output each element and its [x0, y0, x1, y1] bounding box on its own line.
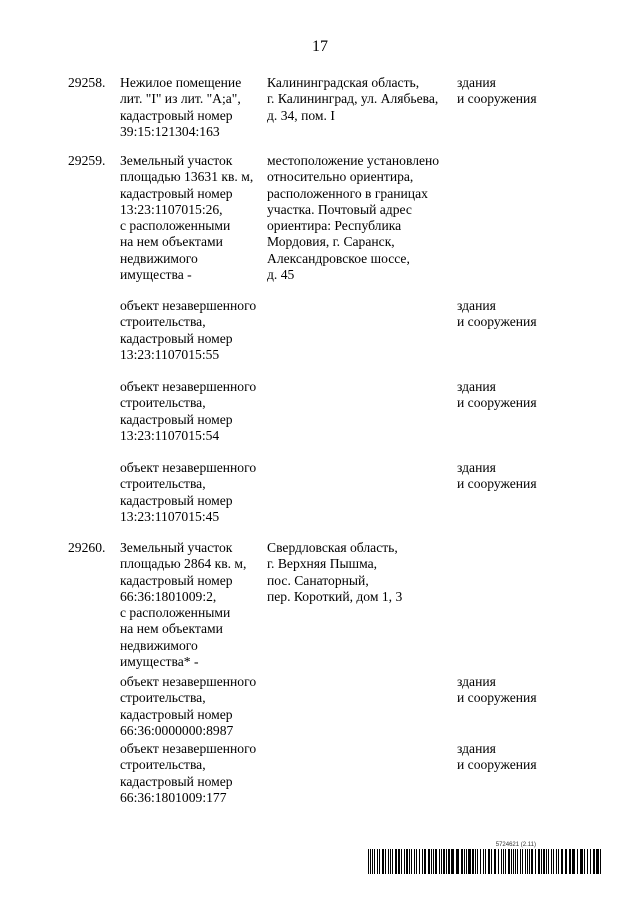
barcode-bar	[520, 849, 521, 874]
barcode-bar	[529, 849, 530, 874]
barcode-bar	[531, 849, 533, 874]
object-description-line: с расположенными	[120, 605, 231, 621]
object-category-line: здания	[457, 460, 496, 475]
barcode-bar	[596, 849, 599, 874]
object-description	[120, 379, 266, 444]
object-description-line: на нем объектами	[120, 234, 223, 250]
barcode-bar	[587, 849, 588, 874]
barcode-caption: 5724621 (2.11)	[495, 842, 536, 848]
barcode-bar	[428, 849, 430, 874]
object-category	[457, 75, 587, 108]
object-description-line: строительства,	[120, 690, 206, 706]
barcode-bar	[541, 849, 542, 874]
barcode-bar	[538, 849, 540, 874]
barcode-bar	[553, 849, 554, 874]
object-description-line: площадью 2864 кв. м,	[120, 556, 247, 572]
object-category	[457, 298, 587, 331]
barcode-bar	[395, 849, 397, 874]
object-description-line: кадастровый номер	[120, 185, 233, 201]
barcode-bar	[461, 849, 463, 874]
object-address	[267, 540, 452, 605]
barcode-bar	[456, 849, 459, 874]
object-description-line: 13:23:1107015:55	[120, 346, 220, 362]
object-category-line: здания	[457, 674, 496, 689]
object-description-line: 66:36:1801009:2,	[120, 588, 217, 604]
object-description-line: строительства,	[120, 314, 206, 330]
barcode-bar	[522, 849, 523, 874]
object-description-line: кадастровый номер	[120, 773, 233, 789]
object-description	[120, 460, 266, 525]
object-address-line: пер. Короткий, дом 1, 3	[267, 588, 403, 604]
object-description	[120, 741, 266, 806]
object-category-line: здания	[457, 379, 496, 394]
barcode-bar	[419, 849, 420, 874]
barcode-bar	[377, 849, 378, 874]
object-description	[120, 75, 266, 140]
object-description-line: объект незавершенного	[120, 460, 257, 475]
object-description-line: с расположенными	[120, 218, 231, 234]
barcode-bar	[503, 849, 504, 874]
object-address-line: Александровское шоссе,	[267, 250, 410, 266]
object-description-line: объект незавершенного	[120, 741, 257, 756]
barcode-bar	[498, 849, 499, 874]
object-category-line: и сооружения	[457, 395, 537, 411]
object-category	[457, 379, 587, 412]
object-address	[267, 153, 452, 283]
barcode-bar	[448, 849, 450, 874]
barcode-bar	[546, 849, 547, 874]
object-description-line: площадью 13631 кв. м,	[120, 169, 254, 185]
object-address-line: г. Калининград, ул. Алябьева,	[267, 91, 439, 107]
object-description-line: кадастровый номер	[120, 411, 233, 427]
object-description-line: 39:15:121304:163	[120, 123, 220, 139]
barcode-bar	[488, 849, 490, 874]
object-description-line: объект незавершенного	[120, 379, 257, 394]
object-category-line: и сооружения	[457, 690, 537, 706]
barcode-bar	[584, 849, 585, 874]
object-address	[267, 75, 452, 124]
object-category-line: и сооружения	[457, 757, 537, 773]
barcode-bar	[483, 849, 484, 874]
object-description-line: кадастровый номер	[120, 330, 233, 346]
barcode-bar	[414, 849, 415, 874]
entry-number: 29259.	[68, 153, 106, 168]
object-description-line: строительства,	[120, 476, 206, 492]
barcode-bar	[600, 849, 601, 874]
barcode-bar	[517, 849, 518, 874]
barcode-bar	[561, 849, 563, 874]
object-address-line: Мордовия, г. Саранск,	[267, 234, 395, 250]
barcode-bar	[416, 849, 417, 874]
barcode-bar	[466, 849, 467, 874]
barcode-bar	[368, 849, 369, 874]
barcode-bar	[494, 849, 496, 874]
barcode-bar	[392, 849, 393, 874]
page-number: 17	[312, 38, 328, 55]
barcode-bar	[468, 849, 471, 874]
barcode-bar	[548, 849, 549, 874]
object-address-line: Свердловская область,	[267, 540, 398, 555]
object-description	[120, 674, 266, 739]
barcode-bar	[398, 849, 400, 874]
object-category-line: и сооружения	[457, 314, 537, 330]
barcode-bar	[409, 849, 410, 874]
barcode-bar	[446, 849, 447, 874]
barcode-bar	[590, 849, 591, 874]
barcode-bar	[433, 849, 434, 874]
object-description-line: строительства,	[120, 395, 206, 411]
object-description-line: кадастровый номер	[120, 572, 233, 588]
object-address-line: расположенного в границах	[267, 185, 428, 201]
barcode-bar	[480, 849, 481, 874]
barcode-bar	[472, 849, 474, 874]
object-description-line: на нем объектами	[120, 621, 223, 637]
barcode-bar	[390, 849, 391, 874]
object-address-line: пос. Санаторный,	[267, 572, 369, 588]
object-description-line: кадастровый номер	[120, 492, 233, 508]
barcode	[368, 849, 602, 874]
barcode-bar	[485, 849, 486, 874]
barcode-bar	[558, 849, 559, 874]
barcode-bar	[374, 849, 375, 874]
barcode-bar	[551, 849, 552, 874]
barcode-bar	[464, 849, 465, 874]
object-description-line: 66:36:0000000:8987	[120, 722, 234, 738]
object-description-line: недвижимого	[120, 637, 198, 653]
object-description-line: 13:23:1107015:54	[120, 427, 220, 443]
barcode-bar	[370, 849, 371, 874]
object-description-line: Земельный участок	[120, 540, 233, 555]
object-description-line: Земельный участок	[120, 153, 233, 168]
barcode-bar	[491, 849, 492, 874]
object-category	[457, 741, 587, 774]
object-description-line: 13:23:1107015:26,	[120, 201, 223, 217]
barcode-bar	[475, 849, 476, 874]
barcode-bar	[580, 849, 583, 874]
object-description-line: имущества* -	[120, 654, 199, 670]
barcode-bar	[372, 849, 373, 874]
object-address-line: Калининградская область,	[267, 75, 420, 90]
barcode-bar	[535, 849, 536, 874]
barcode-bar	[525, 849, 526, 874]
object-category	[457, 674, 587, 707]
object-description	[120, 298, 266, 363]
barcode-bar	[431, 849, 432, 874]
barcode-bar	[422, 849, 423, 874]
barcode-bar	[515, 849, 516, 874]
barcode-bar	[401, 849, 402, 874]
object-description-line: 66:36:1801009:177	[120, 789, 227, 805]
object-category-line: здания	[457, 75, 496, 90]
object-category-line: здания	[457, 298, 496, 313]
object-description-line: Нежилое помещение	[120, 75, 242, 90]
barcode-bar	[556, 849, 557, 874]
barcode-bar	[382, 849, 384, 874]
barcode-bar	[569, 849, 571, 874]
object-address-line: относительно ориентира,	[267, 169, 414, 185]
object-description-line: лит. "I" из лит. "А;а",	[120, 91, 241, 107]
barcode-bar	[439, 849, 440, 874]
object-description-line: 13:23:1107015:45	[120, 508, 220, 524]
barcode-bar	[501, 849, 502, 874]
entry-number: 29260.	[68, 540, 106, 555]
barcode-bar	[527, 849, 528, 874]
object-description	[120, 153, 266, 283]
barcode-bar	[508, 849, 510, 874]
barcode-bar	[513, 849, 514, 874]
object-category-line: и сооружения	[457, 91, 537, 107]
barcode-bar	[593, 849, 595, 874]
barcode-bar	[577, 849, 578, 874]
barcode-bar	[477, 849, 478, 874]
barcode-bar	[379, 849, 380, 874]
object-address-line: д. 45	[267, 267, 295, 283]
object-description-line: кадастровый номер	[120, 107, 233, 123]
barcode-bar	[565, 849, 567, 874]
barcode-bar	[424, 849, 426, 874]
barcode-bar	[388, 849, 389, 874]
object-address-line: участка. Почтовый адрес	[267, 201, 412, 217]
barcode-bar	[572, 849, 575, 874]
object-description-line: имущества -	[120, 267, 192, 283]
barcode-bar	[404, 849, 405, 874]
object-description-line: кадастровый номер	[120, 706, 233, 722]
object-description-line: строительства,	[120, 757, 206, 773]
object-address-line: д. 34, пом. I	[267, 107, 335, 123]
barcode-bar	[435, 849, 437, 874]
barcode-bar	[511, 849, 512, 874]
object-category-line: здания	[457, 741, 496, 756]
barcode-bar	[441, 849, 442, 874]
object-description-line: недвижимого	[120, 250, 198, 266]
barcode-bar	[443, 849, 445, 874]
barcode-bar	[543, 849, 545, 874]
object-description-line: объект незавершенного	[120, 674, 257, 689]
object-address-line: г. Верхняя Пышма,	[267, 556, 378, 572]
entry-number: 29258.	[68, 75, 106, 90]
object-address-line: местоположение установлено	[267, 153, 440, 168]
object-description	[120, 540, 266, 670]
object-category	[457, 460, 587, 493]
object-category-line: и сооружения	[457, 476, 537, 492]
barcode-bar	[505, 849, 506, 874]
barcode-bar	[406, 849, 408, 874]
barcode-bar	[411, 849, 412, 874]
barcode-bar	[451, 849, 454, 874]
object-description-line: объект незавершенного	[120, 298, 257, 313]
barcode-bar	[385, 849, 386, 874]
object-address-line: ориентира: Республика	[267, 218, 402, 234]
